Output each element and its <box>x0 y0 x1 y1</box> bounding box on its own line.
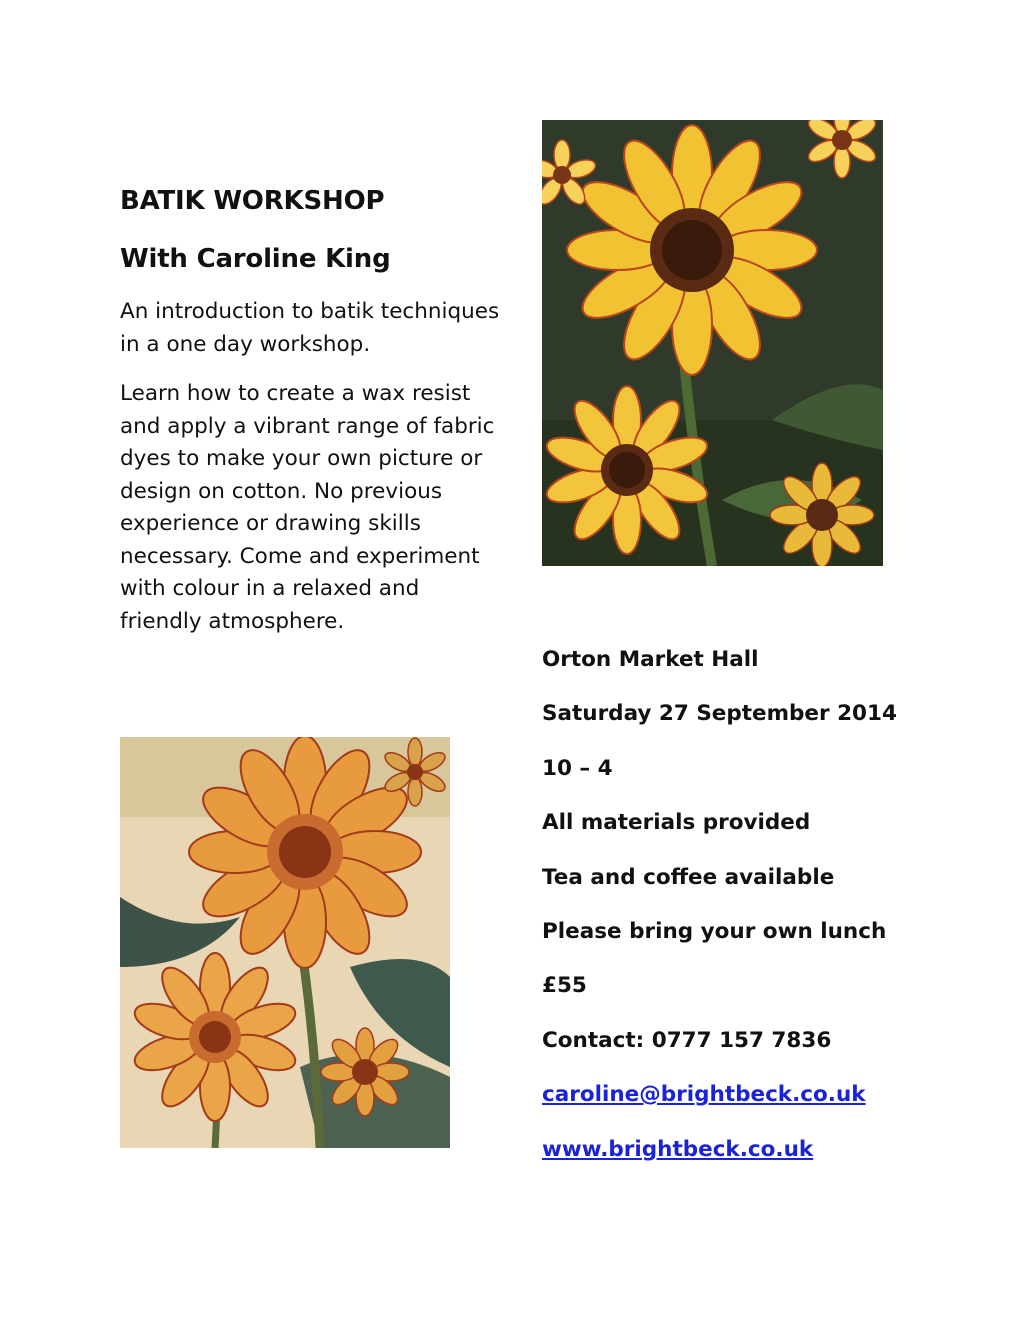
intro-paragraph: An introduction to batik techniques in a one day workshop. <box>120 299 500 357</box>
email-link[interactable]: caroline@brightbeck.co.uk <box>542 1082 866 1108</box>
left-column <box>120 186 500 655</box>
materials-note: All materials provided <box>542 810 811 836</box>
lunch-note: Please bring your own lunch <box>542 918 887 944</box>
instructor-subtitle: With Caroline King <box>120 244 391 274</box>
event-date: Saturday 27 September 2014 <box>542 701 897 727</box>
website-link[interactable]: www.brightbeck.co.uk <box>542 1136 814 1162</box>
contact-phone: Contact: 0777 157 7836 <box>542 1027 832 1053</box>
sunflower-batik-image-yellow <box>542 120 883 566</box>
refreshments-note: Tea and coffee available <box>542 864 835 890</box>
event-details <box>542 645 962 1189</box>
description-paragraph: Learn how to create a wax resist and apply a vibrant range of fabric dyes to make your own picture or design on cotton. No previous experience or drawing skills necessary. Come and experiment with colour in a relaxed and friendly atmosphere. <box>120 381 495 634</box>
price: £55 <box>542 973 587 999</box>
venue: Orton Market Hall <box>542 647 759 672</box>
sunflower-batik-image-orange <box>120 737 450 1148</box>
event-time: 10 – 4 <box>542 755 613 781</box>
page-title: BATIK WORKSHOP <box>120 186 385 216</box>
